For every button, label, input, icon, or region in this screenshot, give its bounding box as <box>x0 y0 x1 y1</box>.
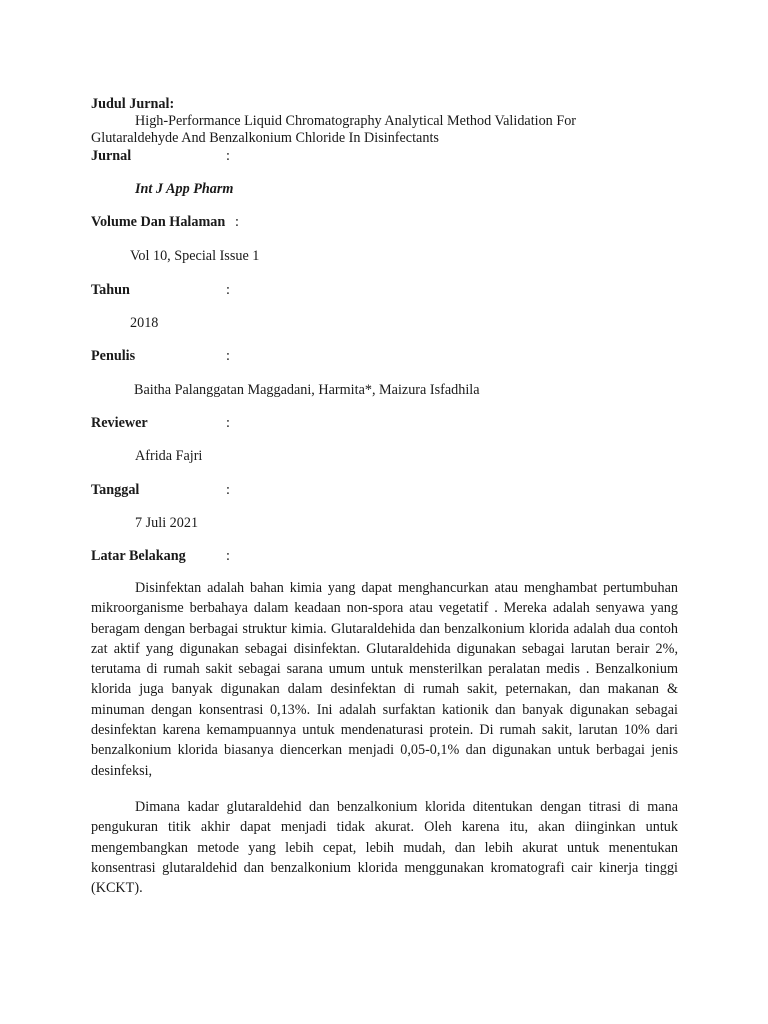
journal-title-line2: Glutaraldehyde And Benzalkonium Chloride In Disinfectants <box>91 130 439 146</box>
reviewer-label: Reviewer <box>91 415 148 431</box>
volume-colon: : <box>235 214 239 230</box>
volume-value: Vol 10, Special Issue 1 <box>130 248 260 264</box>
background-paragraph-1: Disinfektan adalah bahan kimia yang dapat menghancurkan atau menghambat pertumbuhan mikroorganisme berbahaya dalam keadaan non-spora atau vegetatif . Mereka adalah senyawa yang beragam dengan berbagai struktur kimia. Glutaraldehida dan benzalkonium klorida adalah dua contoh zat aktif yang digunakan sebagai disinfektan. Glutaraldehida digunakan sebagai larutan berair 2%, terutama di rumah sakit sebagai sarana umum untuk mensterilkan peralatan medis . Benzalkonium klorida juga banyak digunakan dalam desinfektan di rumah sakit, peternakan, dan makanan & minuman dengan konsentrasi 0,13%. Ini adalah surfaktan kationik dan banyak digunakan sebagai desinfektan karena kemampuannya untuk mendenaturasi protein. Di rumah sakit, larutan 10% dari benzalkonium klorida biasanya diencerkan menjadi 0,05-0,1% dan digunakan untuk berbagai jenis desinfeksi, <box>91 580 678 779</box>
authors-colon: : <box>226 348 230 364</box>
date-label: Tanggal <box>91 482 140 498</box>
volume-label: Volume Dan Halaman <box>91 214 226 230</box>
journal-title-label: Judul Jurnal: <box>91 96 175 112</box>
date-value: 7 Juli 2021 <box>135 515 199 531</box>
authors-label: Penulis <box>91 348 136 364</box>
authors-value: Baitha Palanggatan Maggadani, Harmita*, Maizura Isfadhila <box>134 382 480 398</box>
reviewer-value: Afrida Fajri <box>135 448 203 464</box>
background-paragraph-2: Dimana kadar glutaraldehid dan benzalkonium klorida ditentukan dengan titrasi di mana pengukuran titik akhir dapat menjadi tidak akurat. Oleh karena itu, akan diinginkan untuk mengembangkan metode yang lebih cepat, lebih mudah, dan lebih akurat untuk menentukan konsentrasi glutaraldehid dan benzalkonium klorida menggunakan kromatografi cair kinerja tinggi (KCKT). <box>91 799 678 897</box>
journal-value: Int J App Pharm <box>135 181 234 197</box>
year-colon: : <box>226 282 230 298</box>
year-label: Tahun <box>91 282 130 298</box>
background-colon: : <box>226 548 230 564</box>
journal-label: Jurnal <box>91 148 132 164</box>
background-label: Latar Belakang <box>91 548 186 564</box>
date-colon: : <box>226 482 230 498</box>
journal-title-line1: High-Performance Liquid Chromatography Analytical Method Validation For <box>135 113 577 129</box>
reviewer-colon: : <box>226 415 230 431</box>
year-value: 2018 <box>130 315 159 331</box>
journal-colon: : <box>226 148 230 164</box>
